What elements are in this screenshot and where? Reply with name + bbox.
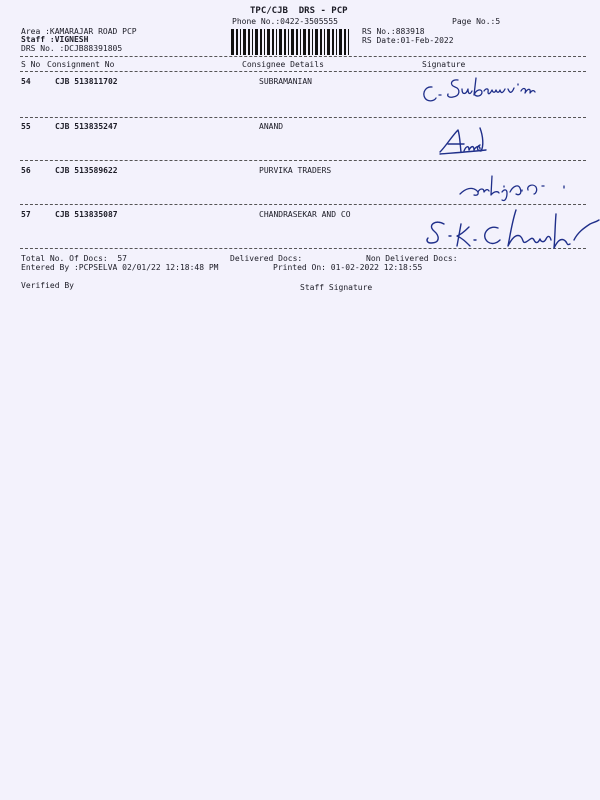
delivered-docs: Delivered Docs: [230,254,303,263]
row-consignee: SUBRAMANIAN [259,77,312,86]
row-consignee: CHANDRASEKAR AND CO [259,210,351,219]
document-title: TPC/CJB DRS - PCP [250,6,348,16]
verified-by: Verified By [21,281,74,290]
phone-number: Phone No.:0422-3505555 [232,17,338,26]
row-sno: 55 [21,122,31,131]
row-consignment-no: CJB 513589622 [55,166,118,175]
signature-anand [436,124,490,158]
rs-number: RS No.:883918 [362,27,425,36]
staff-label: Staff :VIGNESH [21,35,89,44]
area-label: Area :KAMARAJAR ROAD PCP [21,27,137,36]
printed-on: Printed On: 01-02-2022 12:18:55 [273,263,423,272]
row-divider [20,117,586,118]
column-signature: Signature [422,60,466,69]
header-divider [20,56,586,57]
row-consignee: ANAND [259,122,284,131]
non-delivered-docs: Non Delivered Docs: [366,254,458,263]
column-header-divider [20,71,586,72]
signature-subramanian [418,74,548,106]
entered-by: Entered By :PCPSELVA 02/01/22 12:18:48 PM [21,263,219,272]
row-consignment-no: CJB 513835247 [55,122,118,131]
signature-purvika-traders [458,172,576,202]
row-divider [20,204,586,205]
row-consignment-no: CJB 513811702 [55,77,118,86]
column-consignee-details: Consignee Details [242,60,324,69]
row-sno: 57 [21,210,31,219]
row-sno: 54 [21,77,31,86]
staff-signature: Staff Signature [300,283,373,292]
drs-number: DRS No. :DCJB88391805 [21,44,123,53]
row-divider [20,160,586,161]
column-sno: S No [21,60,41,69]
barcode [231,29,353,55]
signature-chandrasekar [424,206,600,254]
row-consignee: PURVIKA TRADERS [259,166,332,175]
column-consignment-no: Consignment No [47,60,115,69]
row-sno: 56 [21,166,31,175]
rs-date: RS Date:01-Feb-2022 [362,36,454,45]
total-docs: Total No. Of Docs: 57 [21,254,127,263]
row-consignment-no: CJB 513835087 [55,210,118,219]
page-number: Page No.:5 [452,17,501,26]
